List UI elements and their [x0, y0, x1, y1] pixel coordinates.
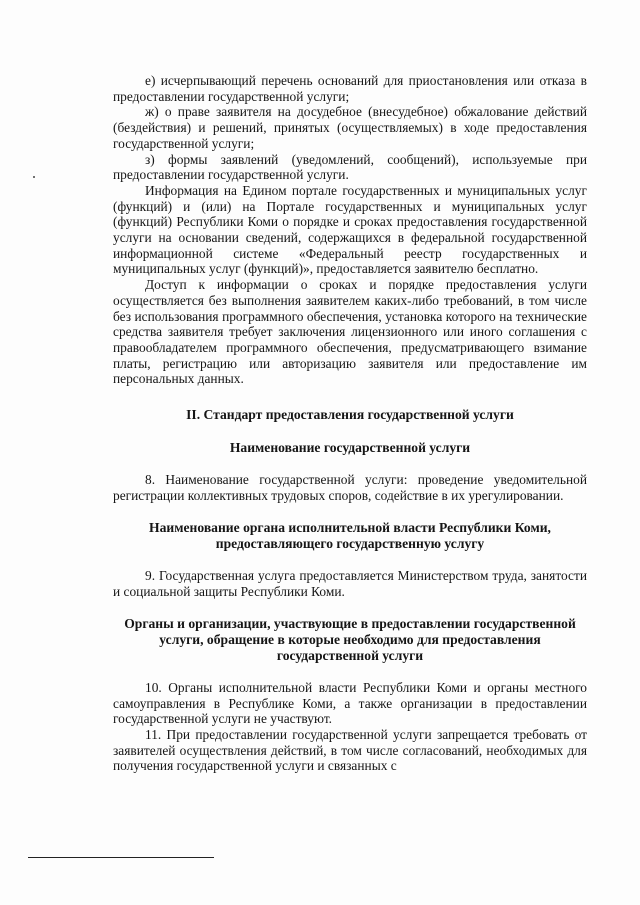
section-heading: II. Стандарт предоставления государственной услуги	[186, 407, 514, 423]
scan-speck	[33, 176, 35, 178]
paragraph-zh: ж) о праве заявителя на досудебное (внесудебное) обжалование действий (бездействия) и решений, принятых (осуществляемых) в ходе предоставления государственной услуги;	[113, 104, 587, 151]
paragraph-10: 10. Органы исполнительной власти Республики Коми и органы местного самоуправления в Республике Коми, а также организации в предоставлении государственной услуги не участвуют.	[113, 679, 587, 727]
document-body	[113, 73, 587, 774]
subheading-executive-organ: Наименование органа исполнительной власти Республики Коми, предоставляющего государственную услугу	[149, 520, 551, 552]
subheading-participating-organizations: Органы и организации, участвующие в предоставлении государственной услуги, обращение в которые необходимо для предоставления государственной услуги	[124, 615, 576, 663]
subheading-service-name: Наименование государственной услуги	[229, 440, 471, 456]
paragraph-9: 9. Государственная услуга предоставляется Министерством труда, занятости и социальной защиты Республики Коми.	[113, 568, 587, 600]
paragraph-11: 11. При предоставлении государственной услуги запрещается требовать от заявителей осуществления действий, в том числе согласований, необходимых для получения государственной услуги и связанных с	[113, 726, 587, 774]
paragraph-z: з) формы заявлений (уведомлений, сообщений), используемые при предоставлении государственной услуги.	[113, 151, 587, 183]
footnote-separator-line	[28, 857, 214, 858]
paragraph-portal-info: Информация на Едином портале государственных и муниципальных услуг (функций) и (или) на Портале государственных и муниципальных услуг (функций) Республики Коми о порядке и сроках предоставления государственной услуги на основании сведений, содержащихся в федеральной государственной информационной системе «Федеральный реестр государственных и муниципальных услуг (функций)», предоставляется заявителю бесплатно.	[113, 182, 587, 277]
paragraph-8: 8. Наименование государственной услуги: проведение уведомительной регистрации коллективных трудовых споров, содействие в их урегулировании.	[113, 472, 587, 503]
paragraph-access-info: Доступ к информации о сроках и порядке предоставления услуги осуществляется без выполнения заявителем каких-либо требований, в том числе без использования программного обеспечения, установка которого на технические средства заявителя требует заключения лицензионного или иного соглашения с правообладателем программного обеспечения, предусматривающего взимание платы, регистрацию или авторизацию заявителя или предоставление им персональных данных.	[113, 277, 587, 387]
paragraph-e: е) исчерпывающий перечень оснований для приостановления или отказа в предоставлении государственной услуги;	[113, 73, 587, 104]
